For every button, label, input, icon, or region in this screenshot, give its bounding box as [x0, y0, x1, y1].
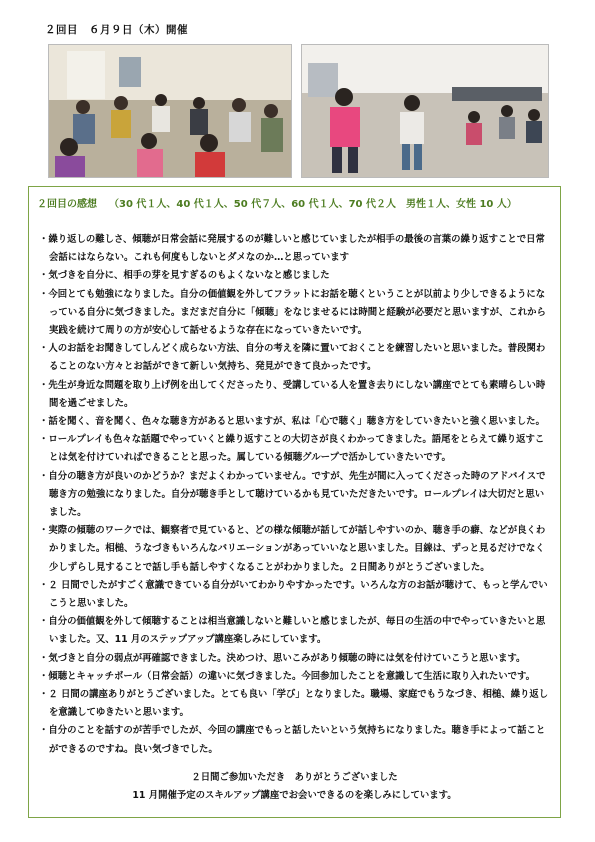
feedback-item: ・ 気づきを自分に、相手の芽を見すぎるのもよくないなと感じました [35, 267, 551, 285]
feedback-item: ・ ロールプレイも色々な話題でやっていくと繰り返すことの大切さが良くわかってきました。語尾をとらえて繰り返すことは気を付けていればできることと思った。属している傾聴グループで活かしていきたいです。 [35, 431, 551, 467]
feedback-item: ・ 自分の価値観を外して傾聴することは相当意識しないと難しいと感じましたが、毎日の生活の中でやっていきたいと思いました。又、11 月のステップアップ講座楽しみにしています。 [35, 613, 551, 649]
feedback-item: ・ 繰り返しの難しさ、傾聴が日常会話に発展するのが難しいと感じていましたが相手の最後の言葉の繰り返すことで日常会話にはならない。これも何度もしないとダメなのか…と思っています [35, 231, 551, 267]
feedback-item: ・ ２ 日間でしたがすごく意識できている自分がいてわかりやすかったです。いろんな方のお話が聴けて、もっと学んでいこうと思いました。 [35, 577, 551, 613]
feedback-item: ・ 先生が身近な問題を取り上げ例を出してくださったり、受講している人を置き去りにしない講座でとても素晴らしい時間を過ごせました。 [35, 377, 551, 413]
feedback-item: ・ 話を聞く、音を聞く、色々な聴き方があると思いますが、私は「心で聴く」聴き方をしていきたいと強く思いました。 [35, 413, 551, 431]
feedback-item: ・ 自分の聴き方が良いのかどうか？まだよくわかっていません。ですが、先生が間に入ってくださった時のアドバイスで聴き方の勉強になりました。自分が聴き手として聴けているかも見ていただきたいです。ロールプレイは大切だと思いました。 [35, 468, 551, 523]
participant-breakdown: （30 代１人、40 代１人、50 代７人、60 代１人、70 代２人 男性１人、女性 10 人） [109, 199, 517, 210]
feedback-item: ・ 自分のことを話すのが苦手でしたが、今回の講座でもっと話したいという気持ちになりました。聴き手によって話ことができるのですね。良い気づきでした。 [35, 722, 551, 758]
feedback-heading [37, 195, 517, 210]
feedback-list [35, 231, 551, 759]
workshop-photo-circle [48, 44, 292, 178]
feedback-item: ・ ２ 日間の講座ありがとうございました。とても良い「学び」となりました。職場、家庭でもうなづき、相槌、繰り返しを意識してゆきたいと思います。 [35, 686, 551, 722]
feedback-title: ２回目の感想 [37, 199, 97, 210]
page-header: ２回目 ６月９日（木）開催 [45, 24, 188, 36]
workshop-photo-roleplay-image [302, 45, 548, 177]
feedback-item: ・ 気づきと自分の弱点が再確認できました。決めつけ、思いこみがあり傾聴の時には気を付けていこうと思います。 [35, 650, 551, 668]
feedback-item: ・ 人のお話をお聞きしてしんどく成らない方法、自分の考えを隣に置いておくことを練習したいと思いました。普段関わることのない方々とお話ができて新しい気持ち、発見ができて良かったです。 [35, 340, 551, 376]
feedback-item: ・ 実際の傾聴のワークでは、観察者で見ていると、どの様な傾聴が話してが話しやすいのか、聴き手の癖、などが良くわかりました。相槌、うなづきもいろんなバリエーションがあっていいなと思いました。目線は、ずっと見るだけでなく少しずらし見することで話し手も話しやすくなることがわかりました。２日間ありがとうございました。 [35, 522, 551, 577]
closing-next-session: 11 月開催予定のスキルアップ講座でお会いできるのを楽しみにしています。 [132, 790, 457, 801]
workshop-photo-circle-image [49, 45, 291, 177]
closing-thanks: ２日間ご参加いただき ありがとうございました [191, 772, 398, 783]
workshop-photo-roleplay [301, 44, 549, 178]
feedback-item: ・ 傾聴とキャッチボール（日常会話）の違いに気づきました。今回参加したことを意識して生活に取り入れたいです。 [35, 668, 551, 686]
feedback-panel [28, 186, 561, 818]
feedback-item: ・ 今回とても勉強になりました。自分の価値観を外してフラットにお話を聴くということが以前より少しできるようになっている自分に気づきました。まだまだ自分に「傾聴」をなじませるには時間と経験が必要だと思いますが、これから実践を続けて周りの方が安心して話せるような存在になっていきたいです。 [35, 286, 551, 341]
